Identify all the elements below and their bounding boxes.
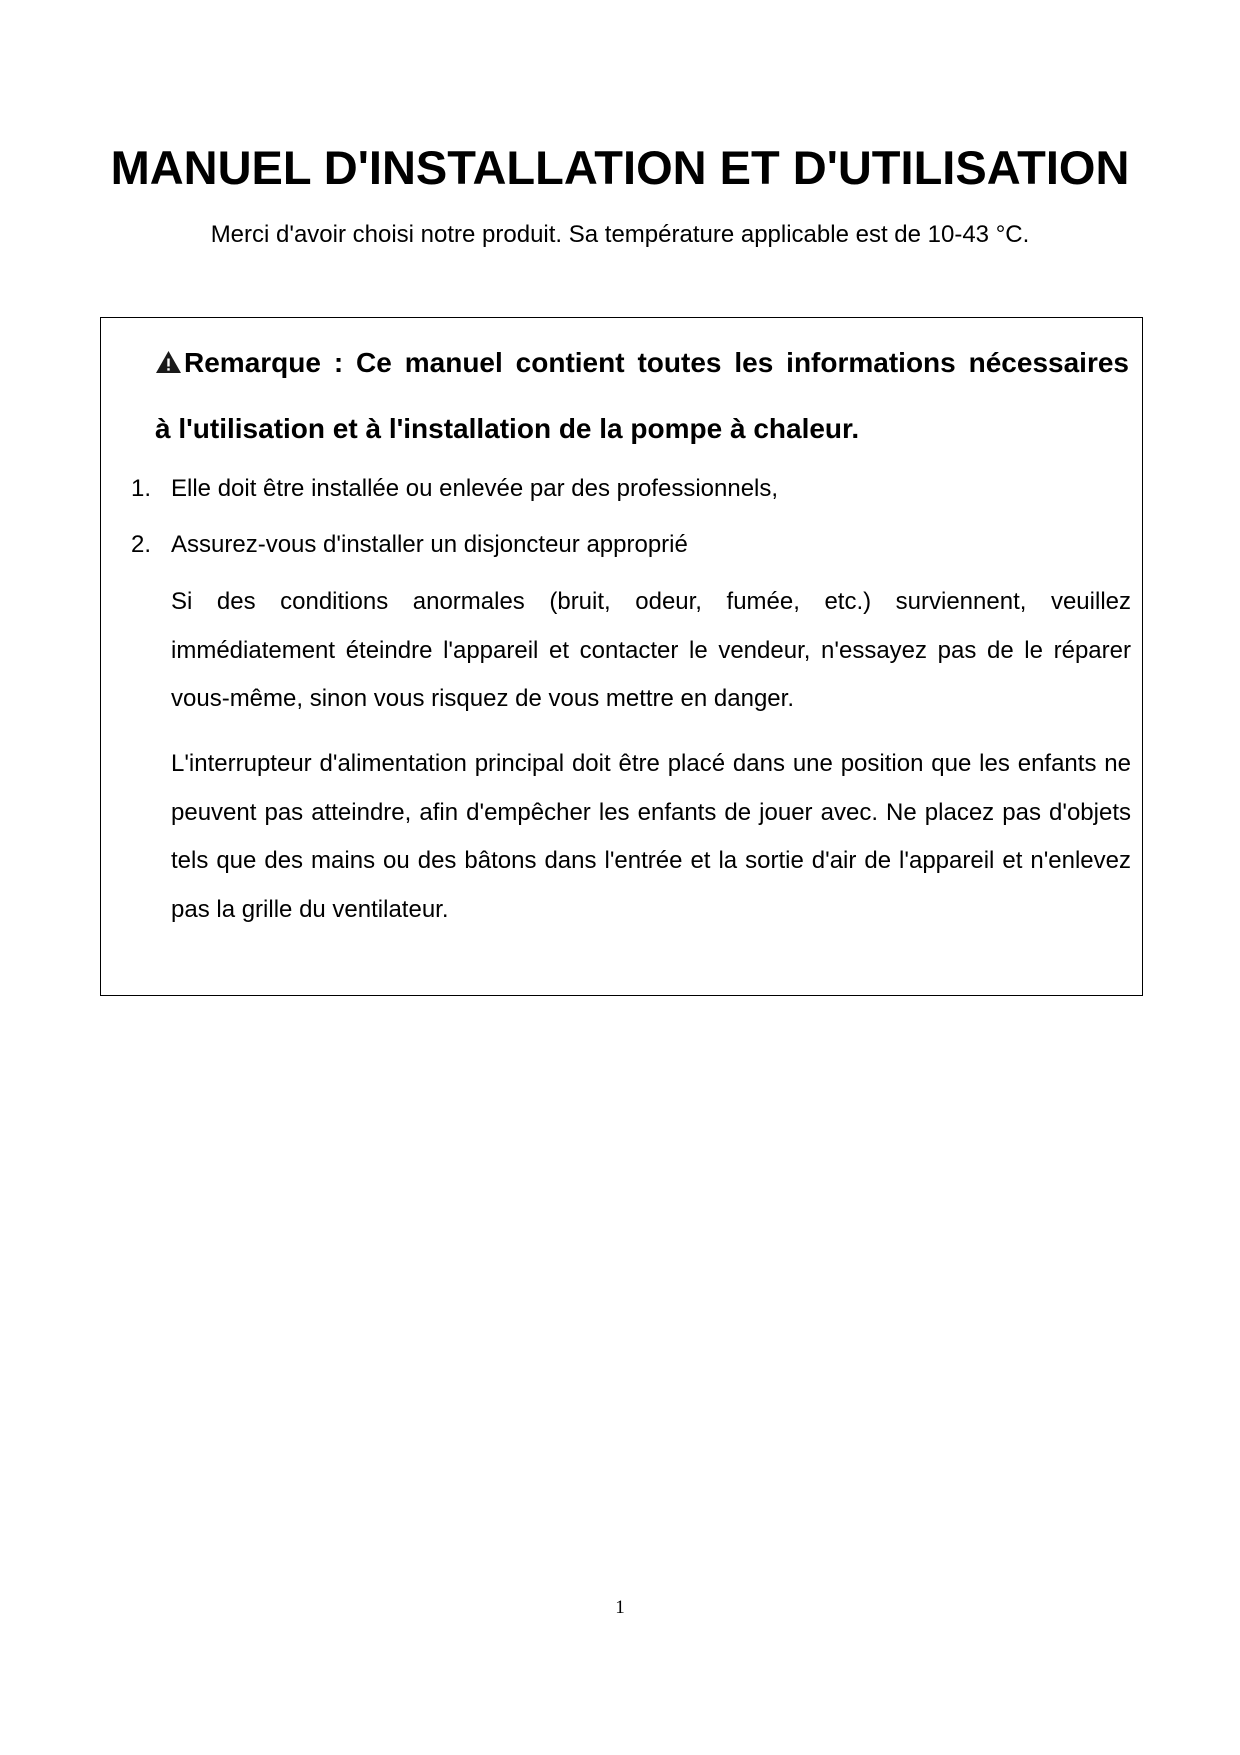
- document-subtitle: Merci d'avoir choisi notre produit. Sa température applicable est de 10-43 °C.: [210, 221, 1030, 248]
- list-item-number: 1.: [131, 475, 152, 502]
- warning-triangle-icon: [155, 350, 182, 374]
- notice-box: [100, 317, 1143, 996]
- instruction-list: [131, 461, 1131, 573]
- power-switch-paragraph: L'interrupteur d'alimentation principal doit être placé dans une position que les enfants ne peuvent pas atteindre, afin d'empêcher les enfants de jouer avec. Ne placez pas d'objets tels que des mains ou des bâtons dans l'entrée et la sortie d'air de l'appareil et n'enlevez pas la grille du ventilateur.: [171, 750, 1131, 923]
- abnormal-conditions-paragraph: Si des conditions anormales (bruit, odeur, fumée, etc.) surviennent, veuillez immédiatement éteindre l'appareil et contacter le vendeur, n'essayez pas de le réparer vous-même, sinon vous risquez de vous mettre en danger.: [171, 588, 1131, 712]
- list-item-number: 2.: [131, 531, 152, 558]
- list-item-text: Assurez-vous d'installer un disjoncteur approprié: [171, 531, 688, 558]
- remark-heading: [155, 330, 1129, 462]
- list-item-text: Elle doit être installée ou enlevée par des professionnels,: [171, 475, 779, 502]
- remark-line-1: Remarque : Ce manuel contient toutes les informations nécessaires: [184, 347, 1129, 378]
- remark-line-1-wrapper: [155, 330, 1129, 396]
- list-item: [131, 461, 1131, 517]
- document-title: MANUEL D'INSTALLATION ET D'UTILISATION: [110, 141, 1130, 194]
- remark-line-2: à l'utilisation et à l'installation de la pompe à chaleur.: [155, 413, 860, 444]
- page-number: 1: [615, 1597, 625, 1618]
- list-item: [131, 517, 1131, 573]
